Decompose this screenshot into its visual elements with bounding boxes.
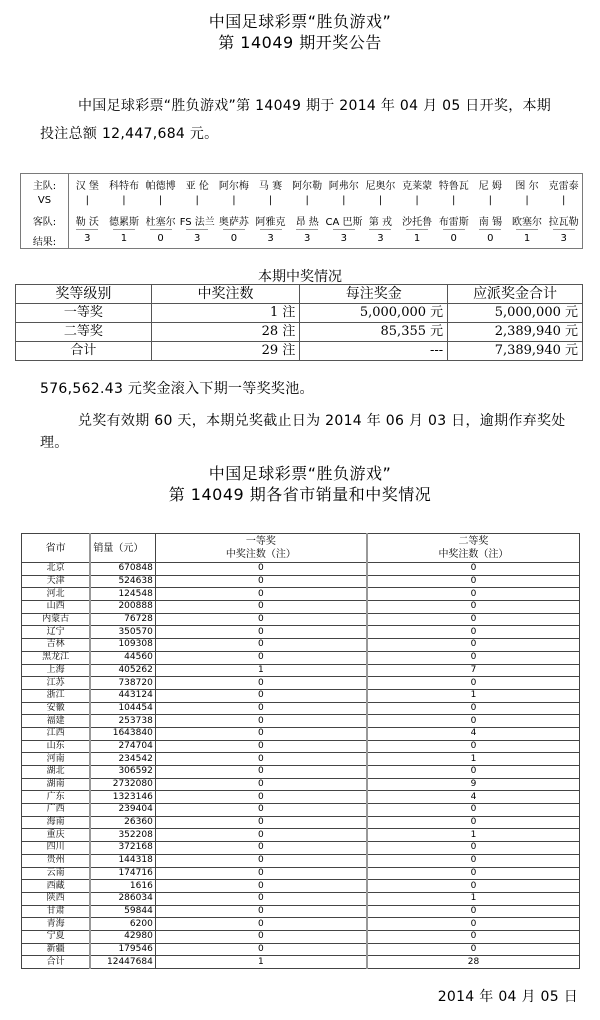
total-prize: 5,000,000 元	[448, 304, 583, 323]
province-row	[22, 664, 580, 677]
match-column	[472, 174, 509, 248]
second-prize-count: 9	[367, 778, 580, 791]
province-sales: 1616	[90, 880, 155, 893]
province-name: 浙江	[22, 689, 91, 702]
second-prize-count: 0	[367, 854, 580, 867]
intro-paragraph	[40, 92, 585, 148]
rollover-text: 576,562.43 元奖金滚入下期一等奖奖池。	[40, 381, 314, 397]
second-prize-count: 28	[367, 956, 580, 969]
first-prize-count: 0	[155, 588, 367, 601]
province-name: 河南	[22, 753, 91, 766]
second-prize-count: 0	[367, 816, 580, 829]
province-sales: 144318	[90, 854, 155, 867]
first-prize-count: 0	[155, 892, 367, 905]
home-team: 汉 堡	[75, 181, 99, 192]
first-prize-count: 0	[155, 930, 367, 943]
province-row	[22, 804, 580, 817]
first-prize-count: 0	[155, 943, 367, 956]
separator-line	[76, 229, 98, 230]
province-row	[22, 626, 580, 639]
province-row	[22, 867, 580, 880]
second-prize-count: 4	[367, 727, 580, 740]
first-prize-count: 0	[155, 867, 367, 880]
home-team: 马 赛	[258, 181, 283, 192]
first-prize-count: 0	[155, 766, 367, 779]
away-team: 沙托鲁	[402, 217, 433, 228]
province-sales: 42980	[90, 930, 155, 943]
province-row	[22, 766, 580, 779]
province-sales: 350570	[90, 626, 155, 639]
match-result: 0	[450, 233, 457, 244]
prize-row	[16, 342, 583, 361]
away-team: 奥萨苏	[218, 217, 249, 228]
second-prize-count: 0	[367, 613, 580, 626]
match-results-table	[20, 173, 583, 249]
province-row	[22, 753, 580, 766]
away-team: 杜塞尔	[145, 217, 176, 228]
province-sales: 306592	[90, 766, 155, 779]
vs-divider: |	[122, 195, 126, 206]
province-sales: 524638	[90, 575, 155, 588]
province-name: 重庆	[22, 829, 91, 842]
second-prize-count: 0	[367, 651, 580, 664]
province-row	[22, 689, 580, 702]
first-prize-count: 0	[155, 778, 367, 791]
match-result: 0	[487, 233, 494, 244]
result-label: 结果:	[32, 237, 57, 248]
province-row	[22, 639, 580, 652]
province-name: 上海	[22, 664, 91, 677]
province-name: 青海	[22, 918, 91, 931]
vs-divider: |	[378, 195, 383, 206]
separator-line	[113, 229, 135, 230]
vs-divider: |	[342, 195, 346, 206]
province-row	[22, 854, 580, 867]
first-prize-count: 0	[155, 715, 367, 728]
second-prize-count: 0	[367, 626, 580, 639]
separator-line	[296, 229, 318, 230]
second-prize-count: 0	[367, 702, 580, 715]
claim-line-1: 兑奖有效期 60 天，本期兑奖截止日为 2014 年 06 月 03 日，逾期作弃奖处	[78, 413, 566, 429]
home-team: 亚 伦	[185, 181, 209, 192]
away-team: FS 法兰	[179, 217, 215, 228]
second-prize-count: 0	[367, 601, 580, 614]
second-prize-count: 0	[367, 880, 580, 893]
match-column	[69, 174, 106, 248]
separator-line	[443, 229, 465, 230]
province-sales: 234542	[90, 753, 155, 766]
first-prize-count: 0	[155, 854, 367, 867]
province-row	[22, 842, 580, 855]
province-name: 合计	[22, 956, 91, 969]
second-prize-count: 0	[367, 867, 580, 880]
province-name: 四川	[22, 842, 91, 855]
footer-date: 2014 年 04 月 05 日	[437, 989, 578, 1005]
match-result: 3	[84, 233, 91, 244]
province-name: 宁夏	[22, 930, 91, 943]
first-prize-count: 0	[155, 816, 367, 829]
first-prize-count: 0	[155, 575, 367, 588]
province-name: 江苏	[22, 677, 91, 690]
home-team: 克莱蒙	[402, 181, 433, 192]
province-sales: 443124	[90, 689, 155, 702]
province-row	[22, 715, 580, 728]
province-sales: 109308	[90, 639, 155, 652]
match-column	[435, 174, 472, 248]
header-first-prize	[155, 534, 367, 563]
province-sales: 670848	[90, 563, 155, 576]
province-sales: 239404	[90, 804, 155, 817]
second-prize-count: 0	[367, 740, 580, 753]
away-team: 第 戎	[368, 217, 393, 228]
match-column	[106, 174, 143, 248]
second-prize-count: 0	[367, 918, 580, 931]
separator-line	[186, 229, 208, 230]
match-result: 1	[413, 233, 421, 244]
province-row	[22, 791, 580, 804]
match-column	[399, 174, 436, 248]
second-prize-count: 0	[367, 563, 580, 576]
province-sales: 44560	[90, 651, 155, 664]
second-prize-count: 0	[367, 575, 580, 588]
province-name: 甘肃	[22, 905, 91, 918]
home-team: 图 尔	[515, 181, 539, 192]
province-name: 福建	[22, 715, 91, 728]
home-team: 尼奥尔	[365, 181, 396, 192]
away-team: 勒 沃	[75, 217, 99, 228]
second-prize-count: 1	[367, 892, 580, 905]
vs-divider: |	[452, 195, 456, 206]
separator-line	[333, 229, 355, 230]
first-prize-count: 0	[155, 677, 367, 690]
away-team: 德累斯	[108, 217, 139, 228]
claim-paragraph	[40, 410, 585, 454]
province-name: 河北	[22, 588, 91, 601]
vs-divider: |	[232, 195, 236, 206]
per-bet-prize: 5,000,000 元	[300, 304, 448, 323]
province-name: 吉林	[22, 639, 91, 652]
prize-row	[16, 304, 583, 323]
province-row	[22, 905, 580, 918]
province-name: 内蒙古	[22, 613, 91, 626]
vs-divider: |	[415, 195, 419, 206]
first-prize-count: 0	[155, 918, 367, 931]
prize-row	[16, 323, 583, 342]
vs-label: VS	[37, 195, 52, 206]
match-column	[252, 174, 289, 248]
home-team: 科特布	[108, 181, 139, 192]
away-team: 欧塞尔	[512, 217, 542, 228]
second-prize-count: 1	[367, 753, 580, 766]
total-prize: 2,389,940 元	[448, 323, 583, 342]
second-prize-count: 4	[367, 791, 580, 804]
match-column	[545, 174, 582, 248]
province-sales: 12447684	[90, 956, 155, 969]
province-sales: 59844	[90, 905, 155, 918]
province-sales: 104454	[90, 702, 155, 715]
separator-line	[406, 229, 428, 230]
second-prize-count: 0	[367, 804, 580, 817]
second-prize-count: 1	[367, 829, 580, 842]
match-result: 3	[560, 233, 567, 244]
province-row	[22, 816, 580, 829]
match-column	[179, 174, 216, 248]
home-team: 帕德博	[145, 181, 176, 192]
match-result: 3	[267, 233, 274, 244]
first-prize-count: 0	[155, 689, 367, 702]
total-prize: 7,389,940 元	[448, 342, 583, 361]
away-team: 布雷斯	[438, 217, 469, 228]
province-name: 贵州	[22, 854, 91, 867]
vs-divider: |	[158, 195, 163, 206]
vs-divider: |	[561, 195, 566, 206]
province-row	[22, 880, 580, 893]
province-name: 江西	[22, 727, 91, 740]
province-sales: 405262	[90, 664, 155, 677]
separator-line	[150, 229, 172, 230]
province-row	[22, 727, 580, 740]
province-name: 湖北	[22, 766, 91, 779]
away-team: 阿雅克	[255, 217, 286, 228]
home-label: 主队:	[32, 181, 57, 192]
match-column	[362, 174, 399, 248]
intro-line-1: 中国足球彩票“胜负游戏”第 14049 期于 2014 年 04 月 05 日开奖，本期	[78, 98, 552, 114]
first-prize-count: 0	[155, 702, 367, 715]
match-column	[325, 174, 362, 248]
province-sales: 1643840	[90, 727, 155, 740]
separator-line	[369, 229, 391, 230]
second-prize-count: 0	[367, 677, 580, 690]
match-column	[216, 174, 253, 248]
header-per-bet: 每注奖金	[300, 285, 448, 304]
header-level: 奖等级别	[16, 285, 152, 304]
province-row	[22, 601, 580, 614]
vs-divider: |	[305, 195, 309, 206]
province-row	[22, 740, 580, 753]
province-sales: 738720	[90, 677, 155, 690]
province-row	[22, 892, 580, 905]
province-name: 广西	[22, 804, 91, 817]
winning-count: 28 注	[151, 323, 300, 342]
vs-divider: |	[525, 195, 529, 206]
home-team: 阿尔梅	[218, 181, 249, 192]
province-row	[22, 702, 580, 715]
claim-line-2: 理。	[40, 435, 69, 451]
province-row	[22, 918, 580, 931]
province-sales: 253738	[90, 715, 155, 728]
first-prize-count: 0	[155, 626, 367, 639]
prize-level: 一等奖	[16, 304, 152, 323]
first-prize-count: 0	[155, 740, 367, 753]
away-team: 昂 热	[295, 217, 319, 228]
province-name: 湖南	[22, 778, 91, 791]
intro-line-2: 投注总额 12,447,684 元。	[40, 126, 219, 142]
match-result: 3	[340, 233, 347, 244]
header-second-prize-line1: 二等奖	[458, 536, 489, 547]
province-row	[22, 651, 580, 664]
province-row	[22, 677, 580, 690]
province-sales: 274704	[90, 740, 155, 753]
province-sales: 76728	[90, 613, 155, 626]
first-prize-count: 0	[155, 804, 367, 817]
province-name: 辽宁	[22, 626, 91, 639]
first-prize-count: 0	[155, 791, 367, 804]
header-total: 应派奖金合计	[448, 285, 583, 304]
second-prize-count: 0	[367, 943, 580, 956]
second-prize-count: 0	[367, 715, 580, 728]
province-row	[22, 829, 580, 842]
province-name: 云南	[22, 867, 91, 880]
second-prize-count: 0	[367, 639, 580, 652]
away-team: 拉瓦勒	[548, 217, 579, 228]
province-sales: 286034	[90, 892, 155, 905]
province-sales: 1323146	[90, 791, 155, 804]
second-prize-count: 1	[367, 689, 580, 702]
province-row	[22, 956, 580, 969]
first-prize-count: 0	[155, 601, 367, 614]
province-name: 山东	[22, 740, 91, 753]
prize-level: 二等奖	[16, 323, 152, 342]
first-prize-count: 1	[155, 956, 367, 969]
province-row	[22, 563, 580, 576]
first-prize-count: 0	[155, 880, 367, 893]
vs-divider: |	[268, 195, 273, 206]
second-prize-count: 0	[367, 930, 580, 943]
header-province: 省市	[22, 534, 91, 563]
province-row	[22, 575, 580, 588]
match-result: 3	[194, 233, 201, 244]
province-row	[22, 930, 580, 943]
match-column	[142, 174, 179, 248]
second-prize-count: 0	[367, 766, 580, 779]
province-name: 北京	[22, 563, 91, 576]
match-result: 1	[120, 233, 128, 244]
second-prize-count: 7	[367, 664, 580, 677]
separator-line	[479, 229, 501, 230]
home-team: 特鲁瓦	[438, 181, 469, 192]
separator-line	[516, 229, 538, 230]
header-sales: 销量（元）	[90, 534, 155, 563]
match-result: 3	[303, 233, 311, 244]
header-count: 中奖注数	[151, 285, 300, 304]
province-sales: 2732080	[90, 778, 155, 791]
province-section-subtitle: 第 14049 期各省市销量和中奖情况	[168, 485, 432, 504]
winning-count: 1 注	[151, 304, 300, 323]
first-prize-count: 0	[155, 727, 367, 740]
separator-line	[223, 229, 245, 230]
first-prize-count: 0	[155, 829, 367, 842]
header-second-prize	[367, 534, 580, 563]
home-team: 尼 姆	[478, 181, 502, 192]
match-column	[289, 174, 326, 248]
match-result: 0	[157, 233, 164, 244]
winning-count: 29 注	[151, 342, 300, 361]
prize-summary-table	[15, 284, 583, 361]
vs-divider: |	[195, 195, 199, 206]
home-team: 克雷泰	[548, 181, 579, 192]
header-first-prize-line2: 中奖注数（注）	[225, 549, 296, 560]
announcement-title: 中国足球彩票“胜负游戏”	[208, 12, 392, 31]
province-name: 黑龙江	[22, 651, 91, 664]
match-result: 1	[523, 233, 531, 244]
province-sales: 6200	[90, 918, 155, 931]
match-column	[509, 174, 546, 248]
first-prize-count: 0	[155, 563, 367, 576]
province-sales: 124548	[90, 588, 155, 601]
first-prize-count: 0	[155, 639, 367, 652]
province-name: 广东	[22, 791, 91, 804]
vs-divider: |	[85, 195, 89, 206]
first-prize-count: 0	[155, 905, 367, 918]
province-sales: 174716	[90, 867, 155, 880]
province-sales: 200888	[90, 601, 155, 614]
away-team: CA 巴斯	[325, 217, 363, 228]
match-result: 3	[377, 233, 384, 244]
first-prize-count: 0	[155, 651, 367, 664]
province-row	[22, 943, 580, 956]
province-name: 海南	[22, 816, 91, 829]
province-name: 新疆	[22, 943, 91, 956]
per-bet-prize: 85,355 元	[300, 323, 448, 342]
province-row	[22, 778, 580, 791]
match-row-labels	[21, 174, 69, 248]
prize-header-row	[16, 285, 583, 304]
province-name: 天津	[22, 575, 91, 588]
home-team: 阿弗尔	[328, 181, 359, 192]
province-sales: 179546	[90, 943, 155, 956]
separator-line	[553, 229, 575, 230]
second-prize-count: 0	[367, 588, 580, 601]
first-prize-count: 0	[155, 842, 367, 855]
second-prize-count: 0	[367, 842, 580, 855]
header-second-prize-line2: 中奖注数（注）	[438, 549, 509, 560]
first-prize-count: 0	[155, 753, 367, 766]
away-label: 客队:	[32, 217, 57, 228]
prize-level: 合计	[16, 342, 152, 361]
second-prize-count: 0	[367, 905, 580, 918]
separator-line	[260, 229, 282, 230]
province-row	[22, 588, 580, 601]
away-team: 南 锡	[478, 217, 502, 228]
province-sales: 372168	[90, 842, 155, 855]
first-prize-count: 0	[155, 613, 367, 626]
match-columns	[69, 174, 582, 248]
province-row	[22, 613, 580, 626]
vs-divider: |	[488, 195, 493, 206]
province-section-title: 中国足球彩票“胜负游戏”	[208, 464, 392, 483]
province-sales: 26360	[90, 816, 155, 829]
prize-summary-caption: 本期中奖情况	[258, 269, 342, 285]
home-team: 阿尔勒	[292, 181, 323, 192]
first-prize-count: 1	[155, 664, 367, 677]
province-name: 陕西	[22, 892, 91, 905]
province-name: 西藏	[22, 880, 91, 893]
province-sales: 352208	[90, 829, 155, 842]
header-first-prize-line1: 一等奖	[245, 536, 276, 547]
province-name: 安徽	[22, 702, 91, 715]
announcement-subtitle: 第 14049 期开奖公告	[218, 33, 382, 52]
per-bet-prize: ---	[300, 342, 448, 361]
match-result: 0	[230, 233, 238, 244]
province-sales-table	[21, 533, 580, 969]
province-name: 山西	[22, 601, 91, 614]
province-header-row	[22, 534, 580, 563]
